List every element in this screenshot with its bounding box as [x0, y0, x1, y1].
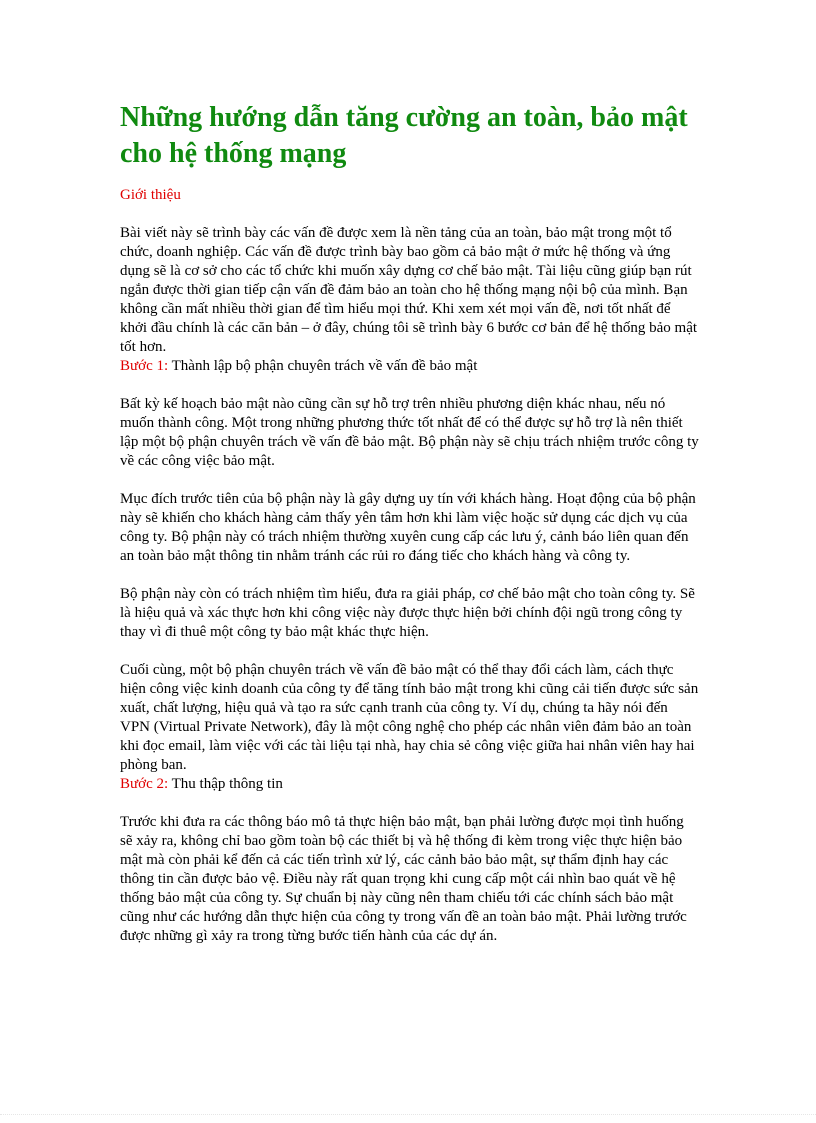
step-1-title: Thành lập bộ phận chuyên trách về vấn đề bảo mật	[168, 358, 478, 374]
step-1-heading	[120, 357, 700, 376]
step-2-paragraph: Trước khi đưa ra các thông báo mô tả thực hiện bảo mật, bạn phải lường được mọi tình huống sẽ xảy ra, không chỉ bao gồm toàn bộ các thiết bị và hệ thống đi kèm trong việc thực hiện bảo mật mà còn phải kể đến cả các tiến trình xử lý, các cảnh bảo bảo mật, sự thẩm định hay các thông tin cần được bảo vệ. Điều này rất quan trọng khi cung cấp một cái nhìn bao quát về hệ thống bảo mật của công ty. Sự chuẩn bị này cũng nên tham chiếu tới các chính sách bảo mật cũng như các hướng dẫn thực hiện của công ty trong vấn đề an toàn bảo mật. Phải lường trước được những gì xảy ra trong từng bước tiến hành của các dự án.	[120, 814, 687, 944]
step-2-label: Bước 2:	[120, 776, 169, 792]
step-2-heading	[120, 775, 700, 794]
intro-paragraph: Bài viết này sẽ trình bày các vấn đề được xem là nền tảng của an toàn, bảo mật trong một tổ chức, doanh nghiệp. Các vấn đề được trình bày bao gồm cả bảo mật ở mức hệ thống và ứng dụng sẽ là cơ sở cho các tổ chức khi muốn xây dựng cơ chế bảo mật. Tài liệu cũng giúp bạn rút ngắn được thời gian tiếp cận vấn đề đảm bảo an toàn cho hệ thống mạng nội bộ của mình. Bạn không cần mất nhiều thời gian để tìm hiểu mọi thứ. Khi xem xét mọi vấn đề, nơi tốt nhất để khởi đầu chính là các căn bản – ở đây, chúng tôi sẽ trình bày 6 bước cơ bản để hệ thống bảo mật tốt hơn.	[120, 225, 698, 355]
step-2-title: Thu thập thông tin	[168, 776, 283, 792]
step-1-paragraph-2: Mục đích trước tiên của bộ phận này là gây dựng uy tín với khách hàng. Hoạt động của bộ phận này sẽ khiến cho khách hàng cảm thấy yên tâm hơn khi làm việc hoặc sử dụng các dịch vụ của công ty. Bộ phận này có trách nhiệm thường xuyên cung cấp các lưu ý, cảnh báo liên quan đến an toàn bảo mật thông tin nhằm tránh các rủi ro đáng tiếc cho khách hàng và công ty.	[120, 491, 696, 564]
document-title: Những hướng dẫn tăng cường an toàn, bảo mật cho hệ thống mạng	[120, 102, 688, 169]
intro-label: Giới thiệu	[120, 187, 181, 203]
step-1-label: Bước 1:	[120, 358, 169, 374]
page-bottom-divider	[0, 1114, 816, 1115]
step-1-paragraph-4: Cuối cùng, một bộ phận chuyên trách về vấn đề bảo mật có thể thay đổi cách làm, cách thực hiện công việc kinh doanh của công ty để tăng tính bảo mật trong khi cũng cải tiến được sức sản xuất, chất lượng, hiệu quả và tạo ra sức cạnh tranh của công ty. Ví dụ, chúng ta hãy nói đến VPN (Virtual Private Network), đây là một công nghệ cho phép các nhân viên đảm bảo an toàn khi đọc email, làm việc với các tài liệu tại nhà, hay chia sẻ công việc giữa hai nhân viên hay hai phòng ban.	[120, 662, 699, 773]
step-1-paragraph-1: Bất kỳ kế hoạch bảo mật nào cũng cần sự hỗ trợ trên nhiều phương diện khác nhau, nếu nó muốn thành công. Một trong những phương thức tốt nhất để có thể được sự hỗ trợ là nên thiết lập một bộ phận chuyên trách về vấn đề bảo mật. Bộ phận này sẽ chịu trách nhiệm trước công ty về các công việc bảo mật.	[120, 396, 699, 469]
document-content	[120, 100, 700, 946]
step-1-paragraph-3: Bộ phận này còn có trách nhiệm tìm hiểu, đưa ra giải pháp, cơ chế bảo mật cho toàn công ty. Sẽ là hiệu quả và xác thực hơn khi công việc này được thực hiện bởi chính đội ngũ trong công ty thay vì đi thuê một công ty bảo mật khác thực hiện.	[120, 586, 695, 640]
